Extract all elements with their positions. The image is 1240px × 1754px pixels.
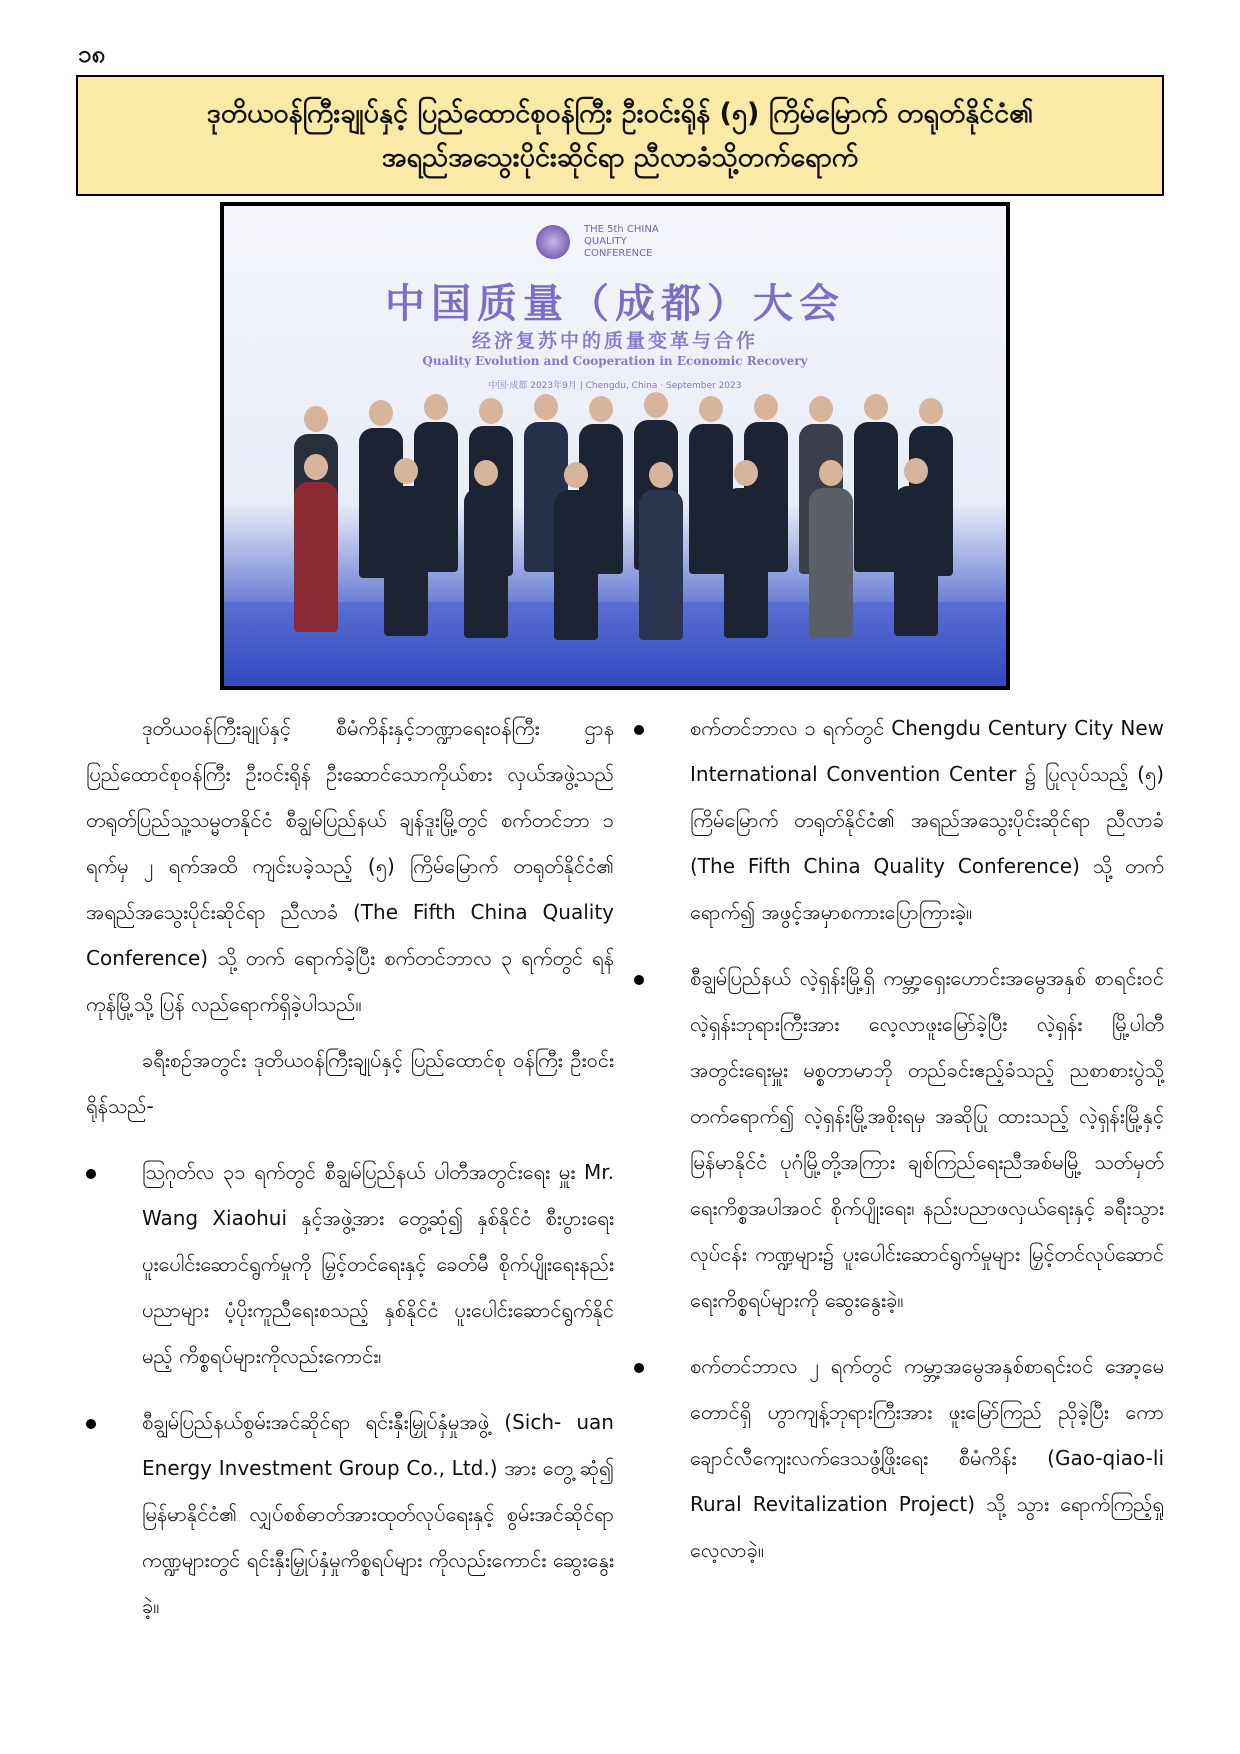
conference-logo-text: THE 5th CHINA QUALITY CONFERENCE — [584, 224, 659, 259]
headline-line-1: ဒုတိယဝန်ကြီးချုပ်နှင့် ပြည်ထောင်စုဝန်ကြီး ဦးဝင်းရိုန် (၅) ကြိမ်မြောက် တရုတ်နိုင်ငံ၏ — [206, 97, 1034, 129]
list-item — [634, 1343, 1164, 1573]
bullet-icon — [634, 725, 644, 735]
conference-emblem-icon — [536, 225, 570, 259]
delegate-figure — [294, 454, 338, 632]
intro-paragraph: ဒုတိယဝန်ကြီးချုပ်နှင့် စီမံကိန်းနှင့်ဘဏ္ဍာရေးဝန်ကြီး ဌာန ပြည်ထောင်စုဝန်ကြီး ဦးဝင်းရိုန် ဦးဆောင်သောကိုယ်စား လှယ်အဖွဲ့သည် တရုတ်ပြည်သူ့သမ္မတနိုင်ငံ စီချွမ်ပြည်နယ် ချန်ဒူးမြို့တွင် စက်တင်ဘာ ၁ ရက်မှ ၂ ရက်အထိ ကျင်းပခဲ့သည့် (၅) ကြိမ်မြောက် တရုတ်နိုင်ငံ၏ အရည်အသွေးပိုင်းဆိုင်ရာ ညီလာခံ (The Fifth China Quality Conference) သို့ တက် ရောက်ခဲ့ပြီး စက်တင်ဘာလ ၃ ရက်တွင် ရန်ကုန်မြို့သို့ ပြန် လည်ရောက်ရှိခဲ့ပါသည်။ — [86, 716, 614, 1016]
bullet-icon — [86, 1419, 96, 1429]
left-column — [86, 705, 614, 1629]
conference-logo — [224, 224, 1006, 260]
delegation-group — [264, 406, 966, 611]
backdrop-title-cn: 中国质量（成都）大会 — [385, 280, 845, 327]
list-item-text: ဩဂုတ်လ ၃၁ ရက်တွင် စီချွမ်ပြည်နယ် ပါတီအတွင်းရေး မှူး Mr. Wang Xiaohui နှင့်အဖွဲ့အား တွေ့ဆုံ၍ နှစ်နိုင်ငံ စီးပွားရေးပူးပေါင်းဆောင်ရွက်မှုကို မြှင့်တင်ရေးနှင့် ခေတ်မီ စိုက်ပျိုးရေးနည်းပညာများ ပံ့ပိုးကူညီရေးစသည့် နှစ်နိုင်ငံ ပူးပေါင်းဆောင်ရွက်နိုင်မည့် ကိစ္စရပ်များကိုလည်းကောင်း၊ — [142, 1160, 614, 1368]
page-number: ၁၈ — [78, 40, 106, 68]
headline-box — [76, 75, 1164, 196]
right-column — [634, 705, 1164, 1573]
list-item — [86, 1149, 614, 1379]
delegate-figure — [639, 462, 683, 640]
bullet-icon — [634, 975, 644, 985]
delegate-figure — [384, 458, 428, 636]
stage-platform — [224, 602, 1006, 686]
list-item — [634, 955, 1164, 1323]
lead-in-paragraph: ခရီးစဉ်အတွင်း ဒုတိယဝန်ကြီးချုပ်နှင့် ပြည်ထောင်စု ဝန်ကြီး ဦးဝင်းရိုန်သည်- — [86, 1048, 614, 1118]
bullet-icon — [86, 1169, 96, 1179]
backdrop-date-line: 中国·成都 2023年9月 | Chengdu, China · September 2023 — [488, 381, 742, 391]
delegate-figure — [554, 462, 598, 640]
delegate-figure — [854, 394, 898, 572]
list-item — [634, 705, 1164, 935]
list-item-text: စီချွမ်ပြည်နယ်စွမ်းအင်ဆိုင်ရာ ရင်းနှီးမြှုပ်နှံမှုအဖွဲ့ (Sich- uan Energy Investment Group Co., Ltd.) အား တွေ့ ဆုံ၍ မြန်မာနိုင်ငံ၏ လျှပ်စစ်ဓာတ်အားထုတ်လုပ်ရေးနှင့် စွမ်းအင်ဆိုင်ရာကဏ္ဍများတွင် ရင်းနှီးမြှုပ်နှံမှုကိစ္စရပ်များ ကိုလည်းကောင်း ဆွေးနွေးခဲ့။ — [142, 1410, 614, 1618]
list-item-text: စီချွမ်ပြည်နယ် လဲ့ရှန်းမြို့ရှိ ကမ္ဘာ့ရှေးဟောင်းအမွေအနှစ် စာရင်းဝင် လဲ့ရှန်းဘုရားကြီးအား လေ့လာဖူးမြော်ခဲ့ပြီး လဲ့ရှန်း မြို့ပါတီအတွင်းရေးမှူး မစ္စတာမာဘို တည်ခင်းဧည့်ခံသည့် ညစာစားပွဲသို့ တက်ရောက်၍ လဲ့ရှန်းမြို့အစိုးရမှ အဆိုပြု ထားသည့် လဲ့ရှန်းမြို့နှင့် မြန်မာနိုင်ငံ ပုဂံမြို့တို့အကြား ချစ်ကြည်ရေးညီအစ်မမြို့ သတ်မှတ်ရေးကိစ္စအပါအဝင် စိုက်ပျိုးရေး၊ နည်းပညာဖလှယ်ရေးနှင့် ခရီးသွားလုပ်ငန်း ကဏ္ဍများ၌ ပူးပေါင်းဆောင်ရွက်မှုများ မြှင့်တင်လုပ်ဆောင် ရေးကိစ္စရပ်များကို ဆွေးနွေးခဲ့။ — [690, 966, 1164, 1312]
list-item — [86, 1399, 614, 1629]
list-item-text: စက်တင်ဘာလ ၁ ရက်တွင် Chengdu Century City New International Convention Center ၌ ပြုလုပ်သည့် (၅) ကြိမ်မြောက် တရုတ်နိုင်ငံ၏ အရည်အသွေးပိုင်းဆိုင်ရာ ညီလာခံ (The Fifth China Quality Conference) သို့ တက်ရောက်၍ အဖွင့်အမှာစကားပြောကြားခဲ့။ — [690, 716, 1164, 924]
bullet-icon — [634, 1363, 644, 1373]
delegate-figure — [894, 458, 938, 636]
headline-line-2: အရည်အသွေးပိုင်းဆိုင်ရာ ညီလာခံသို့တက်ရောက် — [381, 141, 859, 173]
conference-group-photo — [220, 202, 1010, 690]
list-item-text: စက်တင်ဘာလ ၂ ရက်တွင် ကမ္ဘာ့အမွေအနှစ်စာရင်းဝင် အော့မေတောင်ရှိ ဟွာကျန့်ဘုရားကြီးအား ဖူးမြော်ကြည် ညိုခဲ့ပြီး ကောချောင်လီကျေးလက်ဒေသဖွံ့ဖြိုးရေး စီမံကိန်း (Gao-qiao-li Rural Revitalization Project) သို့ သွား ရောက်ကြည့်ရှုလေ့လာခဲ့။ — [690, 1354, 1164, 1562]
delegate-figure — [464, 460, 508, 638]
delegate-figure — [724, 460, 768, 638]
backdrop-subtitle-cn: 经济复苏中的质量变革与合作 — [471, 330, 758, 352]
delegate-figure — [809, 460, 853, 638]
backdrop-subtitle-en: Quality Evolution and Cooperation in Economic Recovery — [422, 354, 808, 368]
